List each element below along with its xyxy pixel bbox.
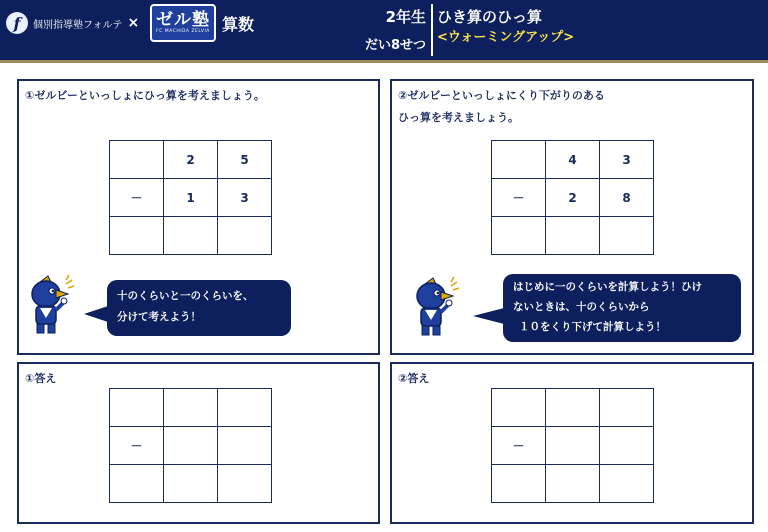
grid-cell: － [110, 179, 164, 217]
grid-cell [218, 217, 272, 255]
bubble-line: ないときは、十のくらいから [513, 301, 650, 313]
grid-cell [546, 217, 600, 255]
grid-cell: 5 [218, 141, 272, 179]
speech-bubble-tail [473, 308, 504, 324]
bubble-line: 十のくらいと一のくらいを、 [117, 290, 254, 302]
answer-cell[interactable] [546, 465, 600, 503]
problem-1-grid [109, 140, 272, 255]
grid-cell: 8 [600, 179, 654, 217]
answer-cell[interactable] [164, 389, 218, 427]
topic-title: ひき算のひっ算 [437, 8, 543, 26]
answer-cell[interactable] [218, 465, 272, 503]
zelvy-mascot-icon [411, 276, 461, 338]
header-divider [431, 4, 433, 56]
grid-cell: － [492, 179, 546, 217]
important-label: だい8せつ [364, 38, 426, 53]
answer-cell[interactable] [110, 465, 164, 503]
grid-cell: 2 [164, 141, 218, 179]
answer-cell[interactable] [164, 465, 218, 503]
answer-cell[interactable] [492, 389, 546, 427]
collab-x: × [127, 15, 140, 31]
forte-logo-icon: f [6, 12, 28, 34]
answer-cell[interactable] [546, 389, 600, 427]
speech-bubble [503, 274, 741, 342]
club-sub: FC MACHIDA ZELVIA [156, 29, 210, 34]
problem-2-text-line2: ひっ算を考えましょう。 [398, 111, 519, 124]
bubble-line: はじめに一のくらいを計算しよう！ひけ [513, 281, 702, 293]
answer-cell[interactable] [164, 427, 218, 465]
brand-name: 個別指導塾フォルテ [33, 19, 123, 31]
answer-cell[interactable]: － [492, 427, 546, 465]
club-name: ゼル塾 [156, 10, 210, 30]
grid-cell: 1 [164, 179, 218, 217]
grid-cell [492, 217, 546, 255]
grid-cell: 3 [218, 179, 272, 217]
answer-cell[interactable]: － [110, 427, 164, 465]
brand-area [6, 12, 139, 34]
answer-cell[interactable] [492, 465, 546, 503]
answer-cell[interactable] [546, 427, 600, 465]
grid-cell [492, 141, 546, 179]
page-header [0, 0, 768, 60]
grid-cell [110, 217, 164, 255]
answer-1-grid [109, 388, 272, 503]
answer-cell[interactable] [110, 389, 164, 427]
problem-2-text-line1: ②ゼルビーといっしょにくり下がりのある [398, 89, 605, 102]
header-rule [0, 60, 768, 63]
zelvy-mascot-icon [26, 274, 76, 336]
grid-cell [110, 141, 164, 179]
grade-label: 2年生 [385, 8, 426, 26]
bubble-line: １０をくり下げて計算しよう！ [519, 321, 666, 333]
grid-cell: 2 [546, 179, 600, 217]
answer-2-grid [491, 388, 654, 503]
problem-2-grid [491, 140, 654, 255]
grid-cell [164, 217, 218, 255]
speech-bubble-tail [84, 306, 108, 322]
grid-cell [600, 217, 654, 255]
bubble-line: 分けて考えよう！ [117, 311, 201, 323]
answer-cell[interactable] [600, 465, 654, 503]
answer-1-label: ①答え [25, 372, 57, 385]
grid-cell: 4 [546, 141, 600, 179]
subject-title: 算数 [222, 15, 255, 34]
warmup-label: <ウォーミングアップ> [437, 30, 575, 45]
answer-cell[interactable] [218, 389, 272, 427]
answer-cell[interactable] [218, 427, 272, 465]
problem-1-text: ①ゼルビーといっしょにひっ算を考えましょう。 [25, 89, 265, 102]
answer-cell[interactable] [600, 427, 654, 465]
grid-cell: 3 [600, 141, 654, 179]
answer-cell[interactable] [600, 389, 654, 427]
answer-2-label: ②答え [398, 372, 430, 385]
zelvia-logo-icon [150, 4, 216, 42]
speech-bubble [107, 280, 291, 336]
